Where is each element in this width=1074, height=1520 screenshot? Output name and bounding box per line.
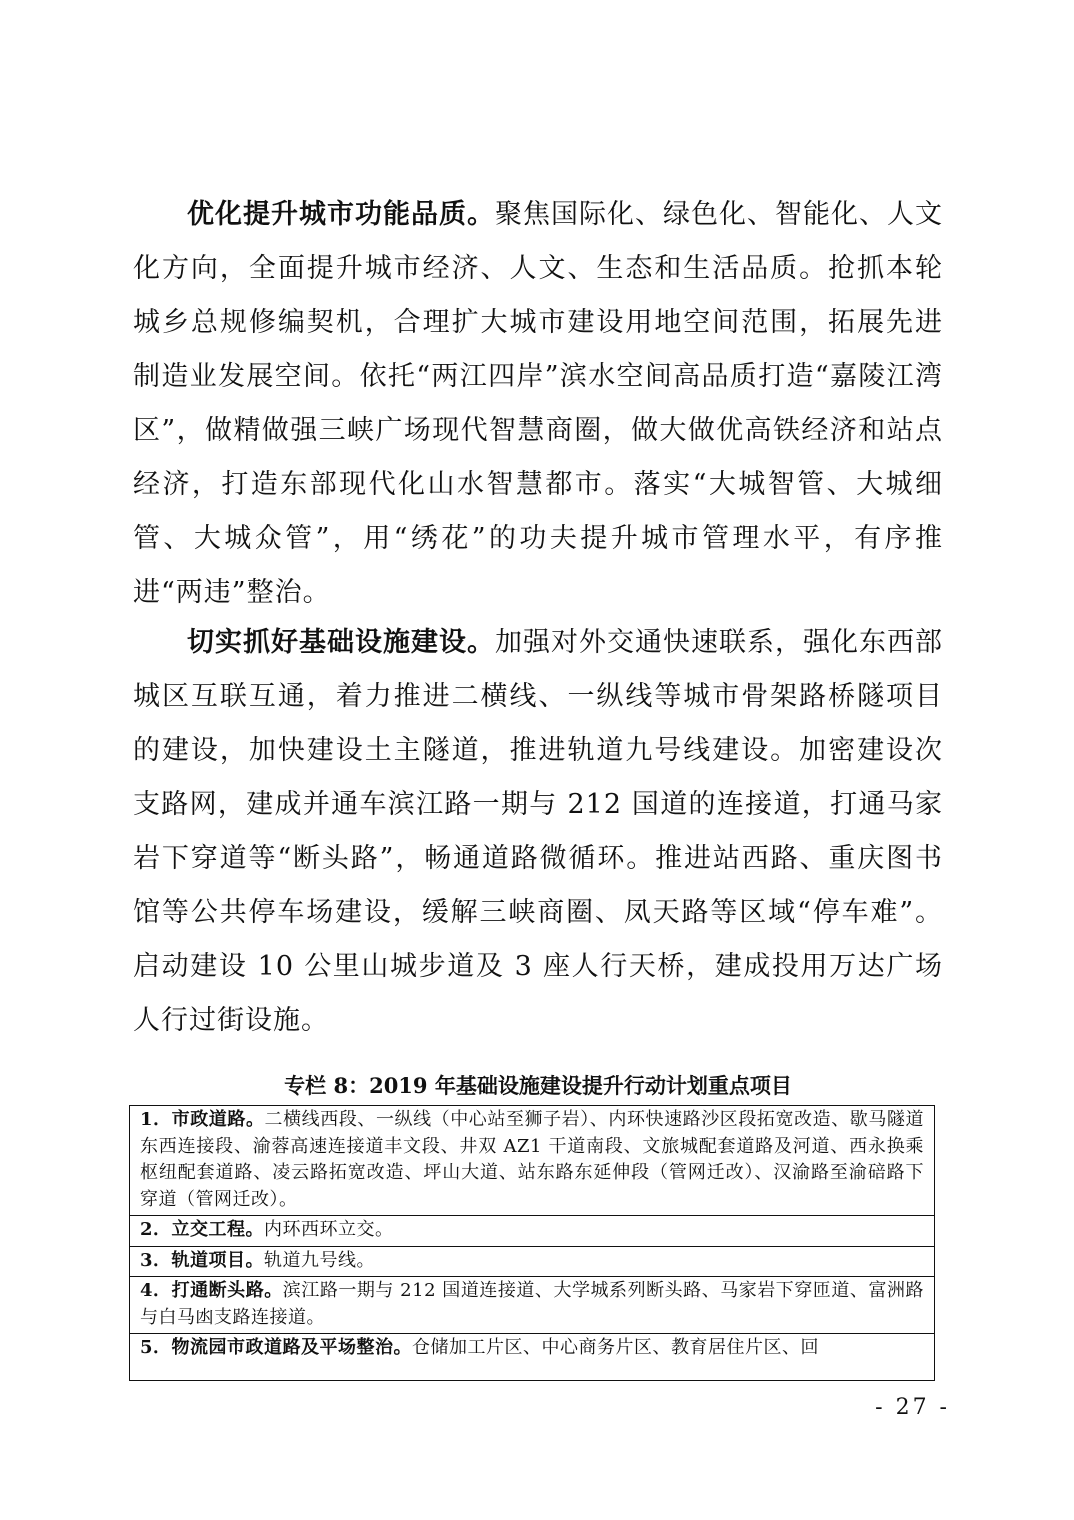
paragraph-text: 加强对外交通快速联系，强化东西部城区互联互通，着力推进二横线、一纵线等城市骨架路桥隧项目的建设，加快建设土主隧道，推进轨道九号线建设。加密建设次支路网，建成并通车滨江路一期与 212 国道的连接道，打通马家岩下穿道等“断头路”，畅通道路微循环。推进站西路、重庆图书馆等公共停车场建设，缓解三峡商圈、凤天路等区域“停车难”。启动建设 10 公里山城步道及 3 座人行天桥，建成投用万达广场人行过街设施。 (133, 627, 943, 1036)
box-item-lead: 4．打通断头路。 (140, 1280, 283, 1301)
box-item-rail (130, 1247, 934, 1278)
paragraph-lead: 优化提升城市功能品质。 (187, 199, 495, 230)
box-item-lead: 3．轨道项目。 (140, 1249, 265, 1271)
box-item-logistics-park (130, 1334, 934, 1364)
box-item-text: 二横线西段、一纵线（中心站至狮子岩）、内环快速路沙区段拓宽改造、歇马隧道东西连接段、渝蓉高速连接道丰文段、井双 AZ1 干道南段、文旅城配套道路及河道、西永换乘枢纽配套道路、凌云路拓宽改造、坪山大道、站东路东延伸段（管网迁改）、汉渝路至渝碚路下穿道（管网迁改）。 (140, 1109, 925, 1210)
box-item-text: 滨江路一期与 212 国道连接道、大学城系列断头路、马家岩下穿匝道、富洲路与白马凼支路连接道。 (140, 1280, 925, 1328)
box-item-text: 仓储加工片区、中心商务片区、教育居住片区、回 (412, 1337, 820, 1358)
paragraph-infrastructure (133, 616, 943, 1048)
box-item-text: 内环西环立交。 (264, 1219, 394, 1240)
box-item-municipal-roads (130, 1106, 934, 1216)
box-item-interchange (130, 1216, 934, 1247)
paragraph-urban-quality (133, 188, 943, 620)
paragraph-text: 聚焦国际化、绿色化、智能化、人文化方向，全面提升城市经济、人文、生态和生活品质。抢抓本轮城乡总规修编契机，合理扩大城市建设用地空间范围，拓展先进制造业发展空间。依托“两江四岸”滨水空间高品质打造“嘉陵江湾区”，做精做强三峡广场现代智慧商圈，做大做优高铁经济和站点经济，打造东部现代化山水智慧都市。落实“大城智管、大城细管、大城众管”，用“绣花”的功夫提升城市管理水平，有序推进“两违”整治。 (133, 199, 943, 608)
box-title: 专栏 8：2019 年基础设施建设提升行动计划重点项目 (284, 1073, 792, 1098)
project-box (129, 1105, 935, 1381)
box-item-lead: 5．物流园市政道路及平场整治。 (140, 1337, 413, 1358)
box-item-dead-end-roads (130, 1277, 934, 1334)
box-item-lead: 1．市政道路。 (140, 1109, 265, 1130)
box-item-text: 轨道九号线。 (264, 1249, 376, 1271)
box-item-lead: 2．立交工程。 (140, 1219, 265, 1240)
paragraph-lead: 切实抓好基础设施建设。 (187, 627, 495, 658)
page-number: - 27 - (875, 1395, 950, 1420)
